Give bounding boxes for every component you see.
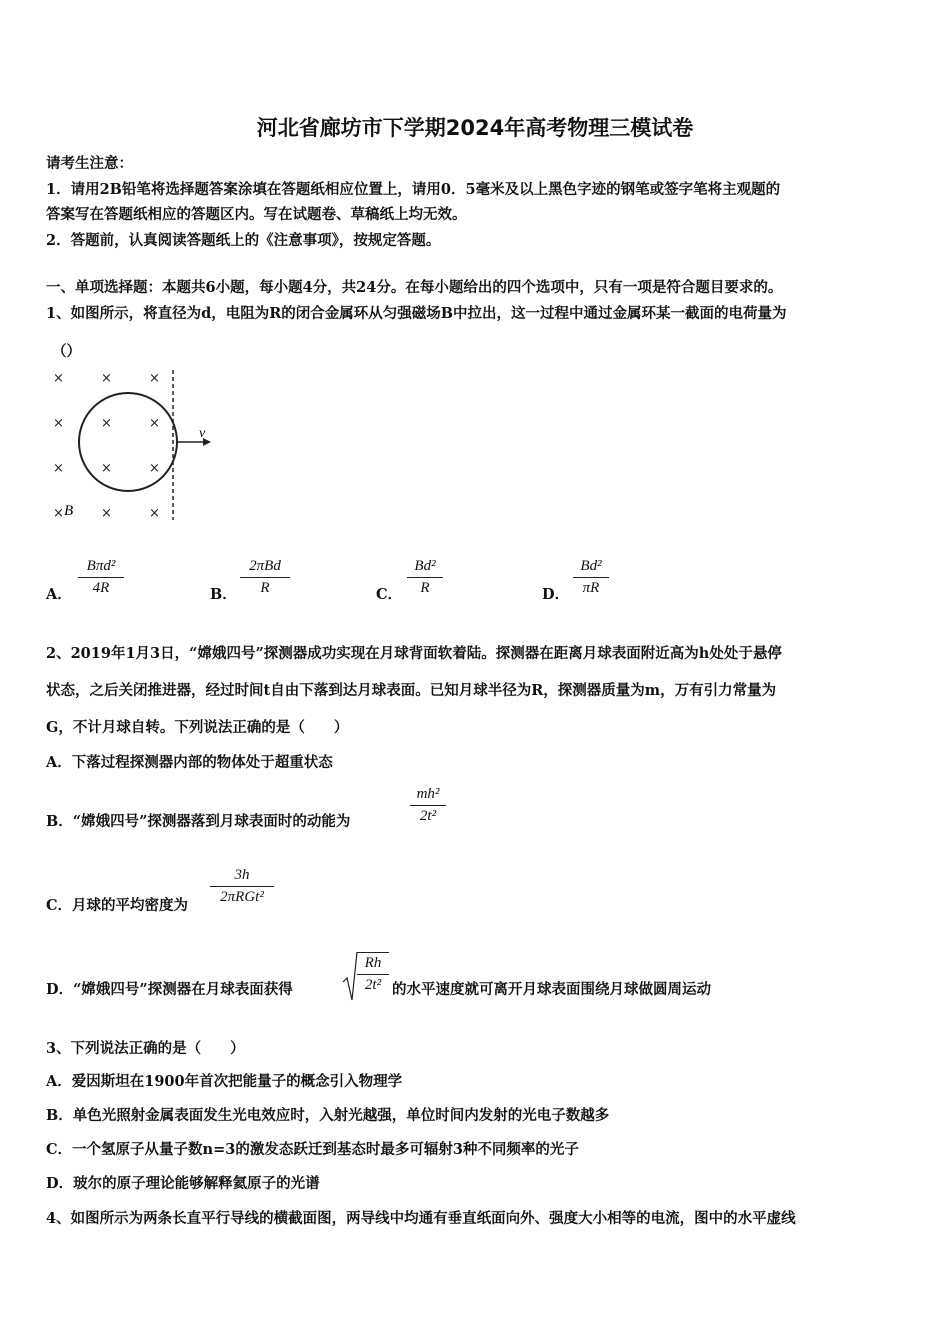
cross-mark: × (149, 371, 160, 386)
cross-mark: × (101, 416, 112, 431)
q4-stem: 4、如图所示为两条长直平行导线的横截面图，两导线中均通有垂直纸面向外、强度大小相等的电流，图中的水平虚线 (46, 1210, 796, 1227)
q1-option-d-fraction (573, 558, 609, 597)
cross-mark: × (53, 461, 64, 476)
q2-line-1: 2、2019年1月3日，“嫦娥四号”探测器成功实现在月球背面软着陆。探测器在距离月球表面附近高为h处处于悬停 (46, 645, 782, 662)
q2-option-d-prefix: D．“嫦娥四号”探测器在月球表面获得 (46, 981, 293, 998)
denominator: 2t² (364, 977, 382, 993)
cross-mark: × (101, 506, 112, 521)
q2-option-a: A．下落过程探测器内部的物体处于超重状态 (46, 754, 333, 771)
cross-mark: × (53, 416, 64, 431)
cross-mark: × (53, 506, 64, 521)
denominator: 2πRGt² (220, 889, 264, 905)
q1-option-d-label: D． (542, 586, 570, 603)
cross-mark: × (101, 461, 112, 476)
metal-ring (79, 393, 177, 491)
notice-heading: 请考生注意： (46, 155, 133, 172)
q2-option-c-fraction (210, 867, 274, 906)
q3-option-d: D．玻尔的原子理论能够解释氦原子的光谱 (46, 1175, 320, 1192)
sqrt-vinculum (357, 952, 389, 953)
denominator: R (420, 580, 430, 596)
field-label: B (64, 503, 74, 519)
field-cross-marks (53, 371, 160, 521)
numerator: mh² (416, 786, 440, 802)
notice-item-1b: 答案写在答题纸相应的答题区内。写在试题卷、草稿纸上均无效。 (46, 206, 467, 223)
q1-figure (45, 362, 220, 527)
denominator: πR (582, 580, 600, 596)
cross-mark: × (149, 461, 160, 476)
cross-mark: × (149, 506, 160, 521)
q3-option-a: A．爱因斯坦在1900年首次把能量子的概念引入物理学 (46, 1073, 403, 1090)
notice-item-1a: 1．请用2B铅笔将选择题答案涂填在答题纸相应位置上，请用0．5毫米及以上黑色字迹的钢笔或签字笔将主观题的 (46, 181, 781, 198)
numerator: 3h (234, 867, 250, 883)
numerator: Bπd² (86, 558, 116, 574)
sqrt-sign (342, 950, 358, 1002)
q1-stem: 1、如图所示，将直径为d，电阻为R的闭合金属环从匀强磁场B中拉出，这一过程中通过金属环某一截面的电荷量为 (46, 305, 787, 322)
denominator: R (260, 580, 270, 596)
q1-option-a-fraction (78, 558, 124, 597)
q2-option-b-fraction (410, 786, 446, 825)
velocity-label: v (199, 426, 206, 441)
numerator: 2πBd (249, 558, 281, 574)
section-heading: 一、单项选择题：本题共6小题，每小题4分，共24分。在每小题给出的四个选项中，只有一项是符合题目要求的。 (46, 279, 783, 296)
q1-option-c-fraction (407, 558, 443, 597)
q2-option-d-suffix: 的水平速度就可离开月球表面围绕月球做圆周运动 (392, 981, 711, 998)
q1-paren: （） (52, 343, 81, 360)
denominator: 2t² (419, 808, 437, 824)
q2-option-b: B．“嫦娥四号”探测器落到月球表面时的动能为 (46, 813, 351, 830)
q2-line-2: 状态，之后关闭推进器，经过时间t自由下落到达月球表面。已知月球半径为R，探测器质量为m，万有引力常量为 (46, 682, 777, 699)
cross-mark: × (53, 371, 64, 386)
q2-option-c: C．月球的平均密度为 (46, 897, 189, 914)
notice-item-2: 2．答题前，认真阅读答题纸上的《注意事项》，按规定答题。 (46, 232, 441, 249)
cross-mark: × (149, 416, 160, 431)
q2-option-d-fraction (357, 955, 389, 994)
q1-option-b-label: B． (210, 586, 237, 603)
q1-option-c-label: C． (376, 586, 403, 603)
numerator: Bd² (414, 558, 436, 574)
q3-option-b: B．单色光照射金属表面发生光电效应时，入射光越强，单位时间内发射的光电子数越多 (46, 1107, 610, 1124)
page-title: 河北省廊坊市下学期2024年高考物理三模试卷 (256, 116, 694, 140)
q3-option-c: C．一个氢原子从量子数n=3的激发态跃迁到基态时最多可辐射3种不同频率的光子 (46, 1141, 579, 1158)
denominator: 4R (92, 580, 110, 596)
numerator: Rh (364, 955, 382, 971)
numerator: Bd² (580, 558, 602, 574)
q2-line-3: G，不计月球自转。下列说法正确的是（ ） (46, 719, 349, 736)
q1-option-a-label: A． (46, 586, 72, 603)
cross-mark: × (101, 371, 112, 386)
q3-stem: 3、下列说法正确的是（ ） (46, 1040, 245, 1057)
q1-option-b-fraction (240, 558, 290, 597)
